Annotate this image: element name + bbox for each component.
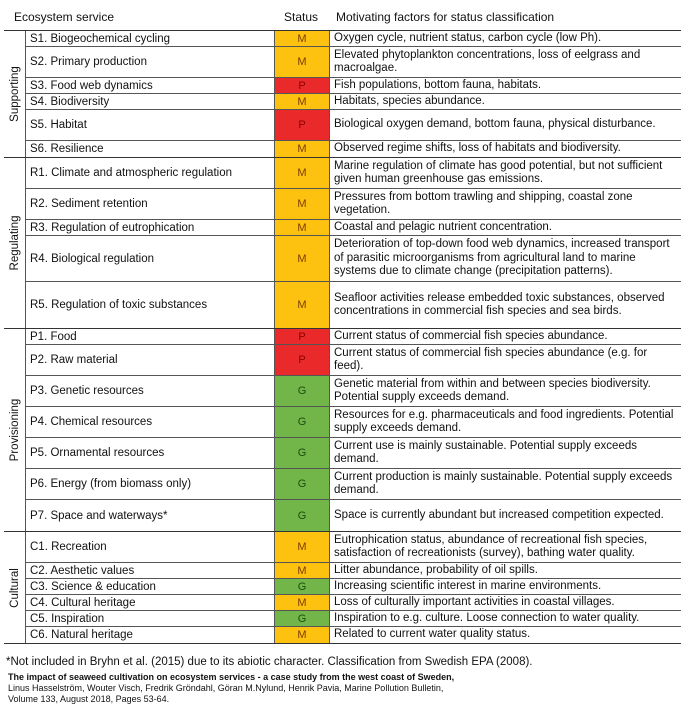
table-row [26, 611, 681, 627]
motivating-factors: Genetic material from within and between species biodiversity. Potential supply exceeds demand. [334, 377, 651, 403]
status-badge: M [275, 141, 330, 157]
motivating-factors: Oxygen cycle, nutrient status, carbon cycle (low Ph). [334, 31, 602, 44]
category-label: Supporting [8, 66, 21, 122]
header-status: Status [284, 10, 319, 24]
table-row [26, 563, 681, 579]
motivating-factors: Current production is mainly sustainable. Potential supply exceeds demand. [334, 470, 673, 496]
service-name: P1. Food [26, 329, 275, 344]
category-cell [4, 532, 26, 643]
table-row [26, 345, 681, 376]
service-name: S4. Biodiversity [26, 94, 275, 109]
motivating-factors: Inspiration to e.g. culture. Loose connection to water quality. [334, 611, 640, 624]
service-name: R5. Regulation of toxic substances [26, 282, 275, 328]
table-row [26, 579, 681, 595]
service-name: S5. Habitat [26, 110, 275, 140]
category-cell [4, 31, 26, 157]
status-badge: G [275, 500, 330, 531]
service-name: C2. Aesthetic values [26, 563, 275, 578]
table-row [26, 595, 681, 611]
motivating-factors: Deterioration of top-down food web dynamics, increased transport of parasitic microorganisms from agricultural land to marine systems due to climate change (precipitation patterns). [334, 238, 670, 278]
table-row [26, 110, 681, 141]
service-name: R2. Sediment retention [26, 189, 275, 219]
category-label: Provisioning [8, 398, 21, 462]
table-row [26, 78, 681, 94]
section-supporting [4, 31, 681, 158]
status-badge: M [275, 31, 330, 46]
motivating-factors: Elevated phytoplankton concentrations, loss of eelgrass and macroalgae. [334, 48, 641, 74]
table-row [26, 31, 681, 47]
motivating-factors: Pressures from bottom trawling and shipping, coastal zone vegetation. [334, 190, 633, 216]
status-badge: M [275, 189, 330, 219]
ecosystem-services-table [4, 30, 681, 644]
motivating-factors: Marine regulation of climate has good potential, but not sufficient given human greenhouse gas emissions. [334, 159, 663, 185]
motivating-factors: Observed regime shifts, loss of habitats and biodiversity. [334, 142, 621, 155]
table-row [26, 438, 681, 469]
motivating-factors: Eutrophication status, abundance of recreational fish species, satisfaction of recreationists (survey), bathing water quality. [334, 533, 648, 559]
status-badge: G [275, 438, 330, 468]
motivating-factors: Space is currently abundant but increased competition expected. [334, 508, 664, 521]
status-badge: M [275, 563, 330, 578]
motivating-factors: Current status of commercial fish species abundance (e.g. for feed). [334, 346, 648, 372]
header-motivating-factors: Motivating factors for status classification [336, 10, 555, 24]
motivating-factors: Coastal and pelagic nutrient concentration. [334, 220, 553, 233]
service-name: C3. Science & education [26, 579, 275, 594]
service-name: R3. Regulation of eutrophication [26, 220, 275, 235]
motivating-factors: Related to current water quality status. [334, 628, 531, 641]
motivating-factors: Habitats, species abundance. [334, 94, 485, 107]
status-badge: G [275, 376, 330, 406]
status-badge: M [275, 595, 330, 610]
table-row [26, 236, 681, 282]
status-badge: G [275, 407, 330, 437]
citation-title: The impact of seaweed cultivation on ecosystem services - a case study from the west coast of Sweden, [8, 672, 455, 682]
status-badge: P [275, 110, 330, 140]
status-badge: M [275, 532, 330, 562]
section-cultural [4, 532, 681, 643]
service-name: R1. Climate and atmospheric regulation [26, 158, 275, 188]
service-name: P7. Space and waterways* [26, 500, 275, 531]
service-name: C6. Natural heritage [26, 627, 275, 643]
table-row [26, 282, 681, 328]
category-label: Regulating [8, 215, 21, 271]
status-badge: G [275, 611, 330, 626]
category-cell [4, 158, 26, 328]
service-name: C1. Recreation [26, 532, 275, 562]
service-name: S2. Primary production [26, 47, 275, 77]
status-badge: M [275, 158, 330, 188]
status-badge: P [275, 78, 330, 93]
motivating-factors: Increasing scientific interest in marine environments. [334, 579, 602, 592]
service-name: R4. Biological regulation [26, 236, 275, 281]
table-row [26, 532, 681, 563]
category-label: Cultural [8, 567, 21, 608]
status-badge: M [275, 220, 330, 235]
status-badge: G [275, 469, 330, 499]
table-row [26, 189, 681, 220]
header-ecosystem-service: Ecosystem service [14, 10, 115, 24]
motivating-factors: Litter abundance, probability of oil spills. [334, 563, 538, 576]
category-cell [4, 329, 26, 531]
motivating-factors: Seafloor activities release embedded toxic substances, observed concentrations in commercial fish species and sea birds. [334, 291, 665, 317]
motivating-factors: Current use is mainly sustainable. Potential supply exceeds demand. [334, 439, 637, 465]
service-name: P5. Ornamental resources [26, 438, 275, 468]
table-row [26, 94, 681, 110]
table-row [26, 500, 681, 531]
status-badge: M [275, 236, 330, 281]
service-name: S3. Food web dynamics [26, 78, 275, 93]
table-row [26, 220, 681, 236]
service-name: S1. Biogeochemical cycling [26, 31, 275, 46]
status-badge: P [275, 345, 330, 375]
service-name: P2. Raw material [26, 345, 275, 375]
table-row [26, 47, 681, 78]
table-row [26, 329, 681, 345]
motivating-factors: Fish populations, bottom fauna, habitats. [334, 78, 542, 91]
table-row [26, 469, 681, 500]
status-badge: G [275, 579, 330, 594]
table-row [26, 407, 681, 438]
section-provisioning [4, 329, 681, 532]
service-name: P3. Genetic resources [26, 376, 275, 406]
citation-authors: Linus Hasselström, Wouter Visch, Fredrik Gröndahl, Göran M.Nylund, Henrik Pavia, Marine Pollution Bulletin, [8, 683, 444, 693]
status-badge: M [275, 282, 330, 328]
citation [8, 672, 454, 705]
service-name: P6. Energy (from biomass only) [26, 469, 275, 499]
table-row [26, 627, 681, 643]
citation-volume: Volume 133, August 2018, Pages 53-64. [8, 694, 170, 704]
status-badge: M [275, 94, 330, 109]
motivating-factors: Resources for e.g. pharmaceuticals and food ingredients. Potential supply exceeds demand. [334, 408, 674, 434]
service-name: S6. Resilience [26, 141, 275, 157]
motivating-factors: Current status of commercial fish species abundance. [334, 329, 608, 342]
table-row [26, 376, 681, 407]
section-regulating [4, 158, 681, 329]
service-name: C4. Cultural heritage [26, 595, 275, 610]
table-row [26, 158, 681, 189]
status-badge: M [275, 627, 330, 643]
status-badge: M [275, 47, 330, 77]
footnote: *Not included in Bryhn et al. (2015) due to its abiotic character. Classification from Swedish EPA (2008). [6, 656, 533, 668]
motivating-factors: Loss of culturally important activities in coastal villages. [334, 595, 615, 608]
table-row [26, 141, 681, 157]
motivating-factors: Biological oxygen demand, bottom fauna, physical disturbance. [334, 118, 656, 131]
status-badge: P [275, 329, 330, 344]
service-name: C5. Inspiration [26, 611, 275, 626]
service-name: P4. Chemical resources [26, 407, 275, 437]
